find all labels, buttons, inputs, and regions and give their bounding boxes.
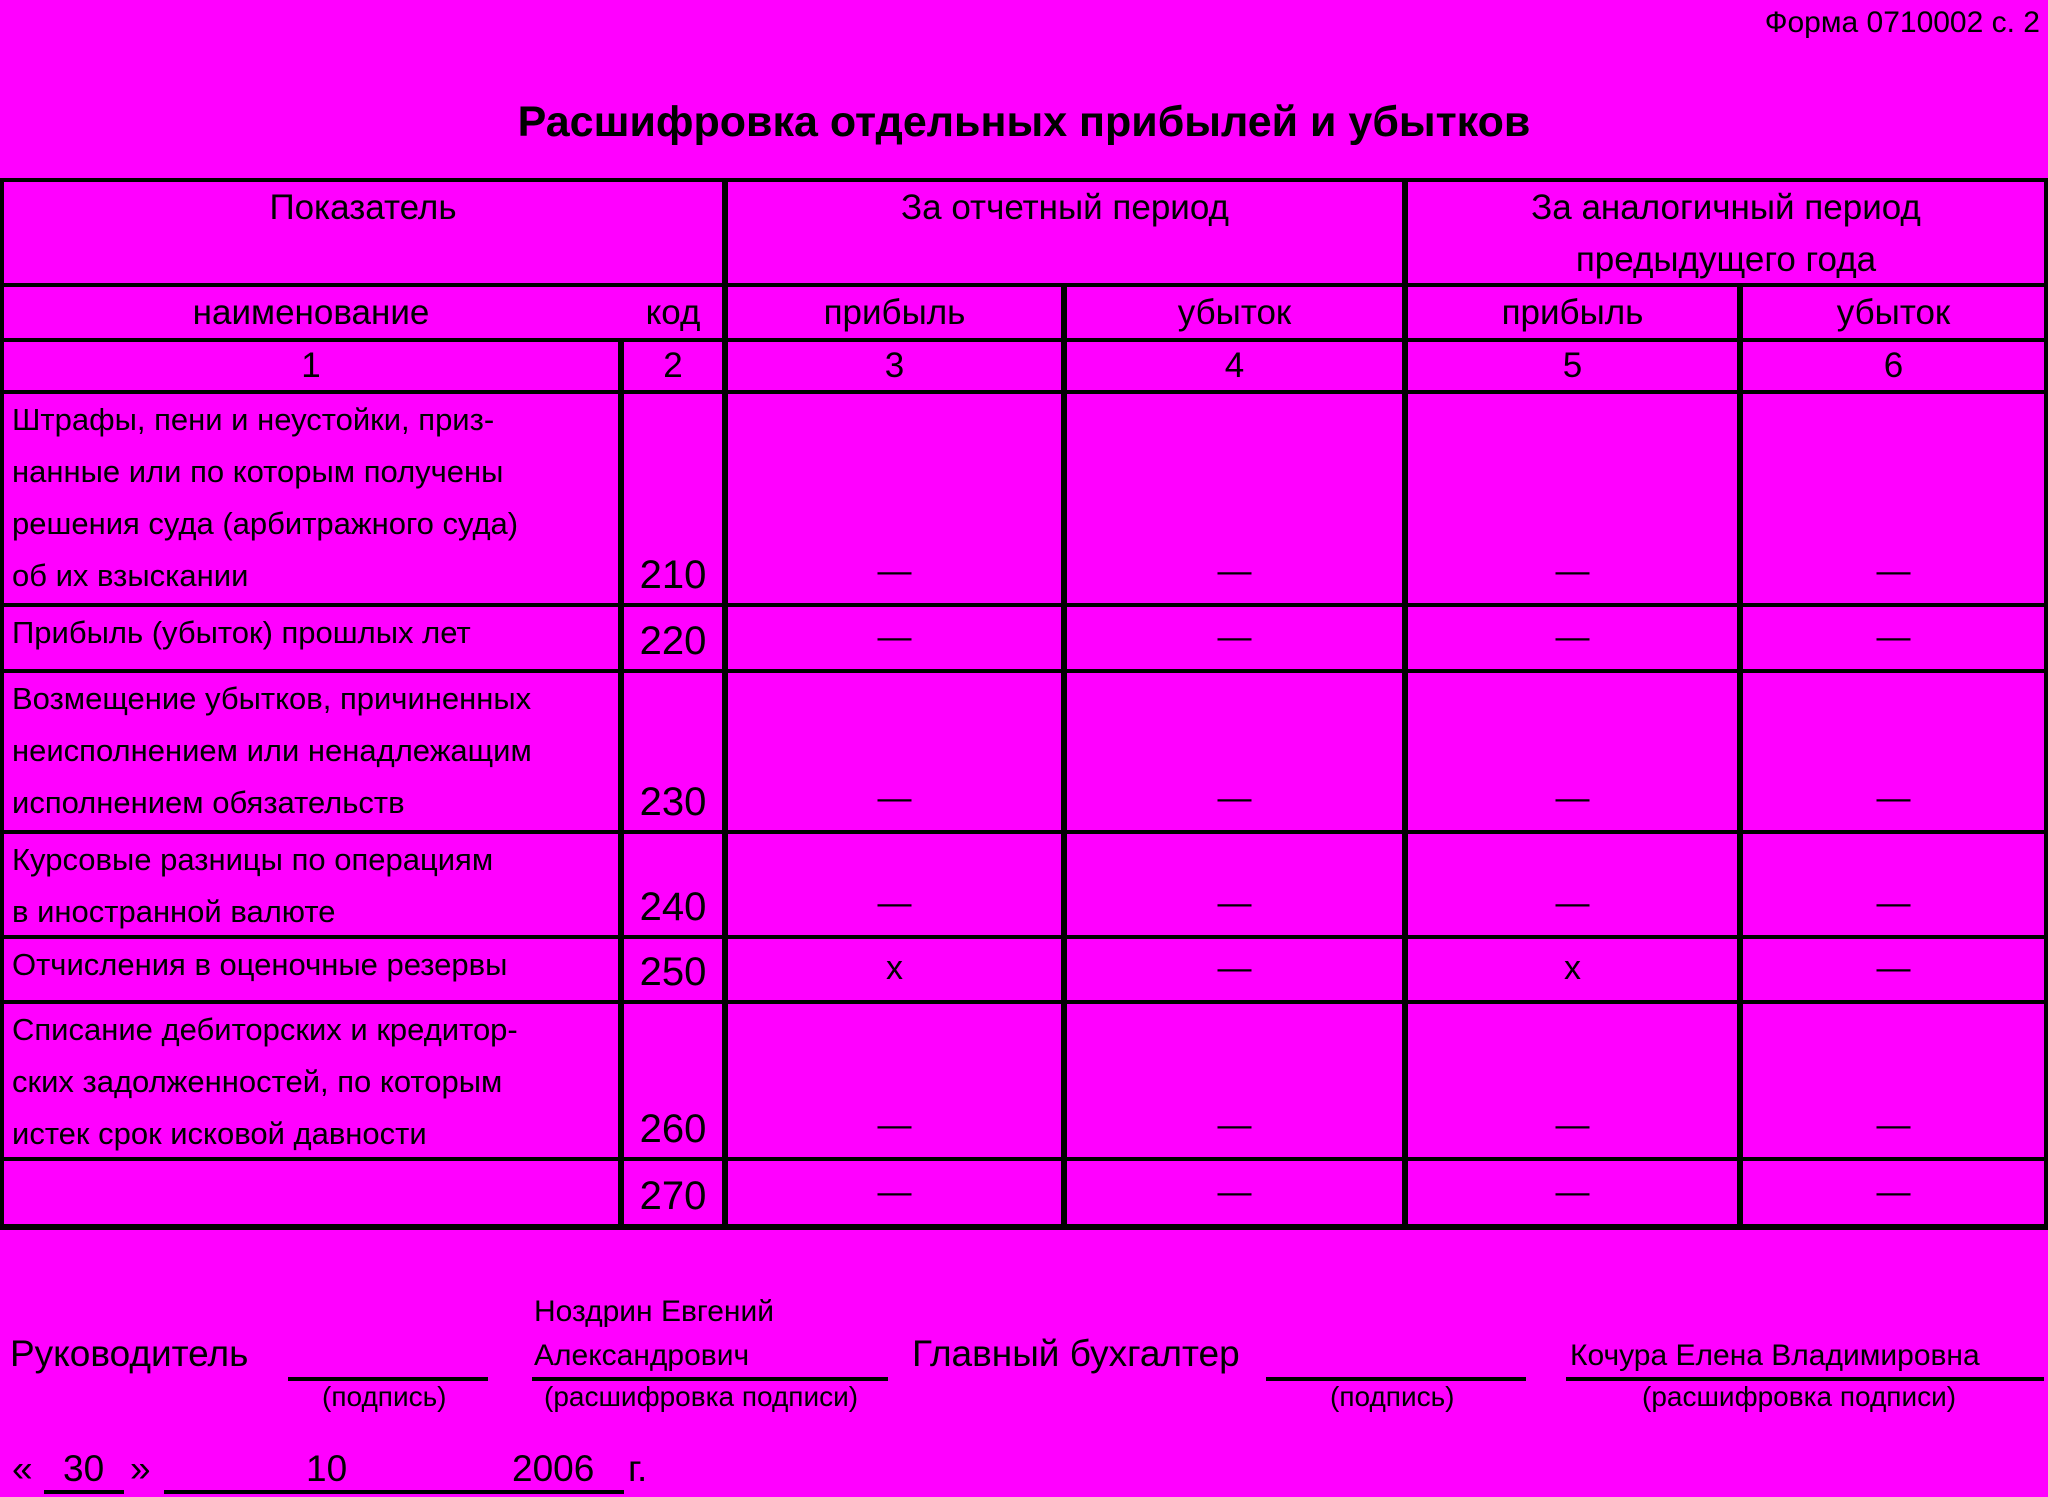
table-border-right	[2044, 178, 2048, 1230]
row-name	[4, 673, 618, 830]
row-name-line: Прибыль (убыток) прошлых лет	[12, 615, 471, 650]
page-title: Расшифровка отдельных прибылей и убытков	[517, 98, 1531, 146]
row-value-col4: —	[1217, 618, 1252, 656]
row-code: 240	[639, 885, 707, 929]
header-current-profit: прибыль	[823, 292, 966, 332]
row-value-col3: —	[877, 779, 912, 817]
row-code: 230	[639, 780, 707, 824]
head-name-caption: (расшифровка подписи)	[544, 1381, 859, 1412]
header-previous-loss: убыток	[1836, 292, 1951, 332]
row-name	[4, 394, 618, 603]
row-value-col6: —	[1876, 949, 1911, 987]
header-name: наименование	[192, 292, 430, 332]
date-open-quote: «	[12, 1448, 33, 1489]
date-close-quote: »	[130, 1448, 151, 1489]
col-number-2: 2	[663, 346, 683, 385]
row-value-col3: х	[886, 949, 903, 987]
row-value-col4: —	[1217, 552, 1252, 590]
row-code: 210	[639, 553, 707, 597]
head-name-line2: Александрович	[534, 1339, 750, 1372]
date-month: 10	[306, 1448, 348, 1489]
col-number-6: 6	[1883, 346, 1904, 385]
row-name	[4, 1161, 618, 1224]
row-value-col5: —	[1555, 1173, 1590, 1211]
row-name-line: Отчисления в оценочные резервы	[12, 947, 508, 982]
row-name-line: Списание дебиторских и кредитор-	[12, 1012, 518, 1047]
row-value-col6: —	[1876, 779, 1911, 817]
date-year: 2006	[512, 1448, 595, 1489]
row-value-col5: х	[1564, 949, 1581, 987]
row-value-col4: —	[1217, 1106, 1252, 1144]
row-name-line: истек срок исковой давности	[12, 1116, 427, 1151]
header-code: код	[645, 292, 701, 332]
date-day: 30	[63, 1448, 105, 1489]
row-code: 220	[639, 619, 707, 663]
row-code: 270	[639, 1174, 707, 1218]
accountant-signature-caption: (подпись)	[1330, 1381, 1455, 1412]
row-value-col5: —	[1555, 884, 1590, 922]
form-id: Форма 0710002 с. 2	[1764, 6, 2040, 39]
accountant-name: Кочура Елена Владимировна	[1570, 1339, 1980, 1372]
col-number-1: 1	[301, 346, 321, 385]
header-previous-period-line1: За аналогичный период	[1531, 188, 1921, 227]
head-signature-caption: (подпись)	[322, 1381, 447, 1412]
header-previous-profit: прибыль	[1501, 292, 1644, 332]
header-previous-period-line2: предыдущего года	[1575, 240, 1877, 279]
row-name-line: неисполнением или ненадлежащим	[12, 733, 532, 768]
row-name-line: исполнением обязательств	[12, 785, 405, 820]
row-name-line: нанные или по которым получены	[12, 454, 504, 489]
date-suffix: г.	[628, 1448, 648, 1489]
row-name-line: Возмещение убытков, причиненных	[12, 681, 532, 716]
head-label: Руководитель	[10, 1333, 249, 1374]
head-name-line1: Ноздрин Евгений	[534, 1295, 774, 1328]
header-indicator: Показатель	[269, 188, 457, 227]
row-value-col4: —	[1217, 884, 1252, 922]
row-value-col4: —	[1217, 1173, 1252, 1211]
row-value-col6: —	[1876, 1173, 1911, 1211]
date-month-line	[164, 1490, 624, 1494]
col-number-4: 4	[1224, 346, 1245, 385]
date-day-line	[44, 1490, 124, 1494]
row-name	[4, 834, 618, 935]
row-value-col5: —	[1555, 1106, 1590, 1144]
col-number-3: 3	[884, 346, 905, 385]
row-value-col4: —	[1217, 949, 1252, 987]
row-value-col6: —	[1876, 618, 1911, 656]
accountant-name-caption: (расшифровка подписи)	[1642, 1381, 1957, 1412]
row-value-col3: —	[877, 552, 912, 590]
row-value-col6: —	[1876, 1106, 1911, 1144]
row-value-col5: —	[1555, 779, 1590, 817]
row-value-col3: —	[877, 1106, 912, 1144]
row-name-line: решения суда (арбитражного суда)	[12, 506, 519, 541]
row-name-line: об их взыскании	[12, 558, 249, 593]
row-name-line: в иностранной валюте	[12, 894, 336, 929]
row-name-line: ских задолженностей, по которым	[12, 1064, 503, 1099]
row-value-col4: —	[1217, 779, 1252, 817]
row-value-col5: —	[1555, 552, 1590, 590]
report-table	[0, 178, 2048, 1230]
row-name-line: Курсовые разницы по операциям	[12, 842, 494, 877]
header-current-loss: убыток	[1177, 292, 1292, 332]
row-value-col3: —	[877, 618, 912, 656]
row-name	[4, 939, 618, 1000]
col-number-5: 5	[1562, 346, 1583, 385]
row-value-col6: —	[1876, 552, 1911, 590]
row-value-col6: —	[1876, 884, 1911, 922]
row-code: 260	[639, 1107, 707, 1151]
row-value-col5: —	[1555, 618, 1590, 656]
row-name	[4, 1004, 618, 1157]
row-name	[4, 607, 618, 669]
row-value-col3: —	[877, 884, 912, 922]
row-code: 250	[639, 950, 707, 994]
row-value-col3: —	[877, 1173, 912, 1211]
accountant-label: Главный бухгалтер	[912, 1333, 1240, 1374]
header-current-period: За отчетный период	[901, 188, 1229, 227]
row-name-line: Штрафы, пени и неустойки, приз-	[12, 402, 495, 437]
